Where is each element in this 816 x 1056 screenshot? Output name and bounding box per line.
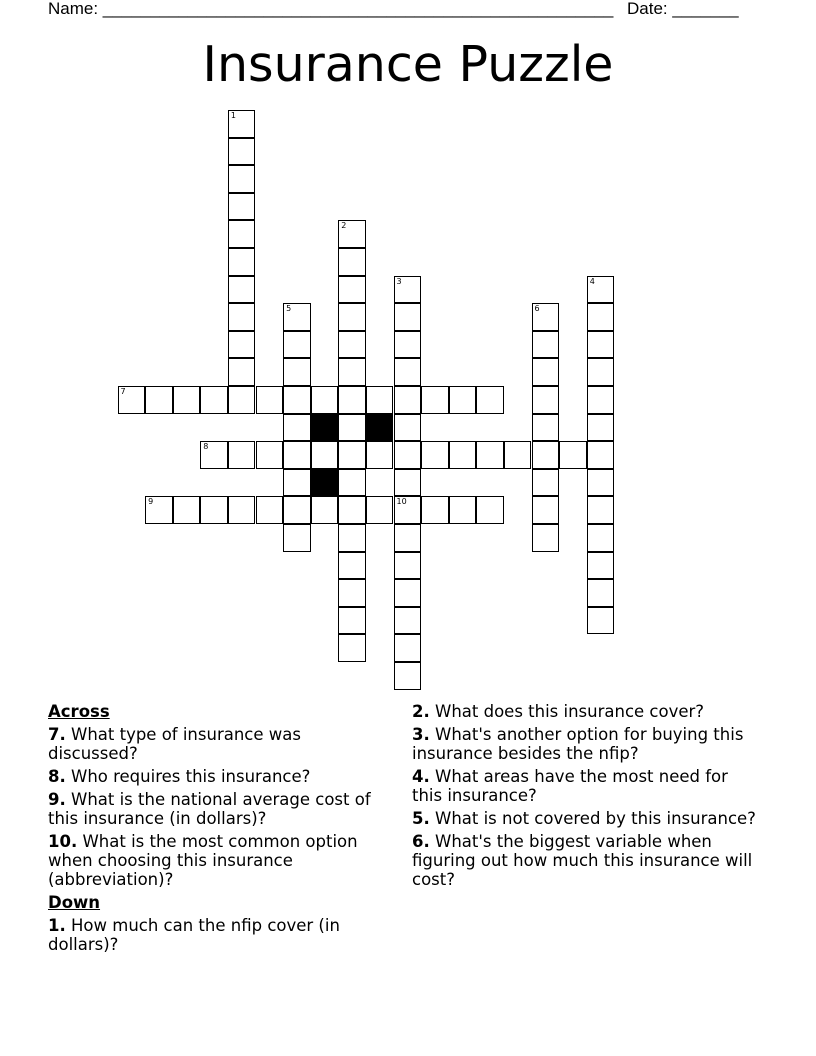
grid-cell[interactable] [283, 496, 311, 524]
clue-number: 9 [148, 497, 154, 507]
grid-cell[interactable] [228, 441, 256, 469]
grid-cell[interactable] [394, 662, 422, 690]
grid-cell[interactable] [476, 496, 504, 524]
grid-cell[interactable] [532, 331, 560, 359]
grid-block [311, 469, 339, 497]
clue-item-number: 7. [48, 725, 66, 744]
clue-number: 10 [396, 497, 407, 507]
across-heading: Across [48, 702, 110, 721]
grid-cell[interactable] [449, 386, 477, 414]
clue-number: 3 [396, 276, 402, 286]
clue-item [48, 790, 383, 828]
clue-item-text: What is the most common option when choosing this insurance (abbreviation)? [48, 832, 358, 889]
grid-cell[interactable] [200, 441, 228, 469]
grid-block [366, 414, 394, 442]
grid-cell[interactable] [228, 165, 256, 193]
grid-cell[interactable] [228, 331, 256, 359]
clue-item [412, 767, 757, 805]
grid-cell[interactable] [283, 414, 311, 442]
grid-cell[interactable] [256, 496, 284, 524]
grid-cell[interactable] [532, 386, 560, 414]
grid-cell[interactable] [228, 303, 256, 331]
grid-cell[interactable] [338, 441, 366, 469]
grid-cell[interactable] [338, 386, 366, 414]
grid-cell[interactable] [587, 469, 615, 497]
grid-cell[interactable] [256, 441, 284, 469]
grid-cell[interactable] [587, 414, 615, 442]
grid-cell[interactable] [283, 469, 311, 497]
grid-cell[interactable] [587, 276, 615, 304]
grid-cell[interactable] [338, 579, 366, 607]
grid-cell[interactable] [587, 524, 615, 552]
grid-cell[interactable] [283, 303, 311, 331]
clue-item-text: What is the national average cost of this insurance (in dollars)? [48, 790, 371, 828]
grid-cell[interactable] [283, 331, 311, 359]
grid-cell[interactable] [338, 414, 366, 442]
grid-cell[interactable] [587, 441, 615, 469]
clue-number: 5 [286, 304, 292, 314]
clue-item [412, 702, 757, 721]
clue-item-number: 10. [48, 832, 78, 851]
clue-item-text: What's another option for buying this insurance besides the nfip? [412, 725, 744, 763]
clues-left-column [48, 702, 383, 958]
grid-cell[interactable] [228, 386, 256, 414]
grid-cell[interactable] [587, 331, 615, 359]
clues-right-column [412, 702, 757, 893]
grid-cell[interactable] [421, 496, 449, 524]
grid-cell[interactable] [338, 496, 366, 524]
clue-item [412, 725, 757, 763]
grid-cell[interactable] [283, 441, 311, 469]
grid-cell[interactable] [338, 331, 366, 359]
grid-cell[interactable] [394, 441, 422, 469]
clue-item-number: 9. [48, 790, 66, 809]
grid-cell[interactable] [145, 496, 173, 524]
grid-cell[interactable] [394, 552, 422, 580]
grid-cell[interactable] [228, 193, 256, 221]
grid-cell[interactable] [338, 220, 366, 248]
grid-cell[interactable] [118, 386, 146, 414]
clue-number: 4 [589, 276, 595, 286]
page-title: Insurance Puzzle [202, 36, 614, 93]
clue-item-text: What does this insurance cover? [435, 702, 705, 721]
clue-item-text: What type of insurance was discussed? [48, 725, 301, 763]
grid-cell[interactable] [449, 441, 477, 469]
grid-cell[interactable] [283, 358, 311, 386]
clue-item [48, 767, 383, 786]
date-field[interactable]: Date: _______ [627, 0, 739, 18]
grid-cell[interactable] [228, 110, 256, 138]
clue-number: 8 [203, 442, 209, 452]
grid-cell[interactable] [283, 386, 311, 414]
clue-number: 6 [534, 304, 540, 314]
grid-cell[interactable] [338, 524, 366, 552]
grid-cell[interactable] [366, 441, 394, 469]
grid-cell[interactable] [394, 303, 422, 331]
grid-cell[interactable] [394, 607, 422, 635]
grid-cell[interactable] [532, 524, 560, 552]
grid-cell[interactable] [173, 496, 201, 524]
grid-cell[interactable] [587, 386, 615, 414]
grid-cell[interactable] [394, 469, 422, 497]
grid-cell[interactable] [587, 579, 615, 607]
clue-item [48, 832, 383, 889]
grid-cell[interactable] [338, 552, 366, 580]
clue-item-text: What's the biggest variable when figuring out how much this insurance will cost? [412, 832, 753, 889]
clue-number: 7 [120, 387, 126, 396]
grid-cell[interactable] [449, 496, 477, 524]
grid-cell[interactable] [173, 386, 201, 414]
grid-cell[interactable] [532, 303, 560, 331]
grid-cell[interactable] [338, 469, 366, 497]
grid-cell[interactable] [421, 441, 449, 469]
grid-cell[interactable] [421, 386, 449, 414]
clue-item [412, 832, 757, 889]
grid-cell[interactable] [256, 386, 284, 414]
grid-cell[interactable] [504, 441, 532, 469]
grid-cell[interactable] [532, 441, 560, 469]
grid-cell[interactable] [587, 552, 615, 580]
clue-item [412, 809, 757, 828]
grid-cell[interactable] [587, 607, 615, 635]
grid-cell[interactable] [587, 303, 615, 331]
grid-cell[interactable] [338, 607, 366, 635]
clue-item [48, 725, 383, 763]
grid-cell[interactable] [200, 496, 228, 524]
grid-cell[interactable] [366, 386, 394, 414]
grid-cell[interactable] [532, 358, 560, 386]
grid-cell[interactable] [311, 386, 339, 414]
grid-cell[interactable] [338, 358, 366, 386]
grid-cell[interactable] [532, 414, 560, 442]
grid-cell[interactable] [228, 358, 256, 386]
grid-cell[interactable] [366, 496, 394, 524]
grid-cell[interactable] [311, 496, 339, 524]
grid-cell[interactable] [338, 248, 366, 276]
grid-cell[interactable] [559, 441, 587, 469]
clue-item-number: 6. [412, 832, 430, 851]
grid-cell[interactable] [394, 331, 422, 359]
grid-cell[interactable] [145, 386, 173, 414]
grid-cell[interactable] [476, 386, 504, 414]
grid-cell[interactable] [338, 634, 366, 662]
clue-item-text: What areas have the most need for this insurance? [412, 767, 728, 805]
clue-item-text: What is not covered by this insurance? [435, 809, 756, 828]
clue-number: 2 [341, 221, 347, 231]
clue-item-number: 3. [412, 725, 430, 744]
grid-cell[interactable] [394, 414, 422, 442]
grid-cell[interactable] [394, 579, 422, 607]
clue-item-number: 1. [48, 916, 66, 935]
grid-cell[interactable] [394, 524, 422, 552]
clue-item-number: 2. [412, 702, 430, 721]
clue-item-number: 5. [412, 809, 430, 828]
grid-cell[interactable] [228, 138, 256, 166]
clue-item [48, 916, 383, 954]
clue-number: 1 [230, 111, 236, 120]
grid-cell[interactable] [394, 276, 422, 304]
grid-cell[interactable] [394, 634, 422, 662]
grid-cell[interactable] [228, 220, 256, 248]
grid-cell[interactable] [338, 276, 366, 304]
grid-cell[interactable] [532, 469, 560, 497]
grid-cell[interactable] [394, 496, 422, 524]
grid-cell[interactable] [338, 303, 366, 331]
grid-cell[interactable] [587, 496, 615, 524]
grid-cell[interactable] [311, 441, 339, 469]
down-heading: Down [48, 893, 101, 912]
grid-cell[interactable] [394, 358, 422, 386]
grid-cell[interactable] [228, 276, 256, 304]
clue-item-text: Who requires this insurance? [71, 767, 311, 786]
grid-cell[interactable] [476, 441, 504, 469]
grid-cell[interactable] [228, 496, 256, 524]
grid-cell[interactable] [394, 386, 422, 414]
grid-block [311, 414, 339, 442]
grid-cell[interactable] [228, 248, 256, 276]
clue-item-number: 8. [48, 767, 66, 786]
grid-cell[interactable] [283, 524, 311, 552]
grid-cell[interactable] [587, 358, 615, 386]
grid-cell[interactable] [200, 386, 228, 414]
clue-item-number: 4. [412, 767, 430, 786]
clue-item-text: How much can the nfip cover (in dollars)? [48, 916, 340, 954]
name-field[interactable]: Name: ______________________________________________________ [48, 0, 614, 18]
grid-cell[interactable] [532, 496, 560, 524]
